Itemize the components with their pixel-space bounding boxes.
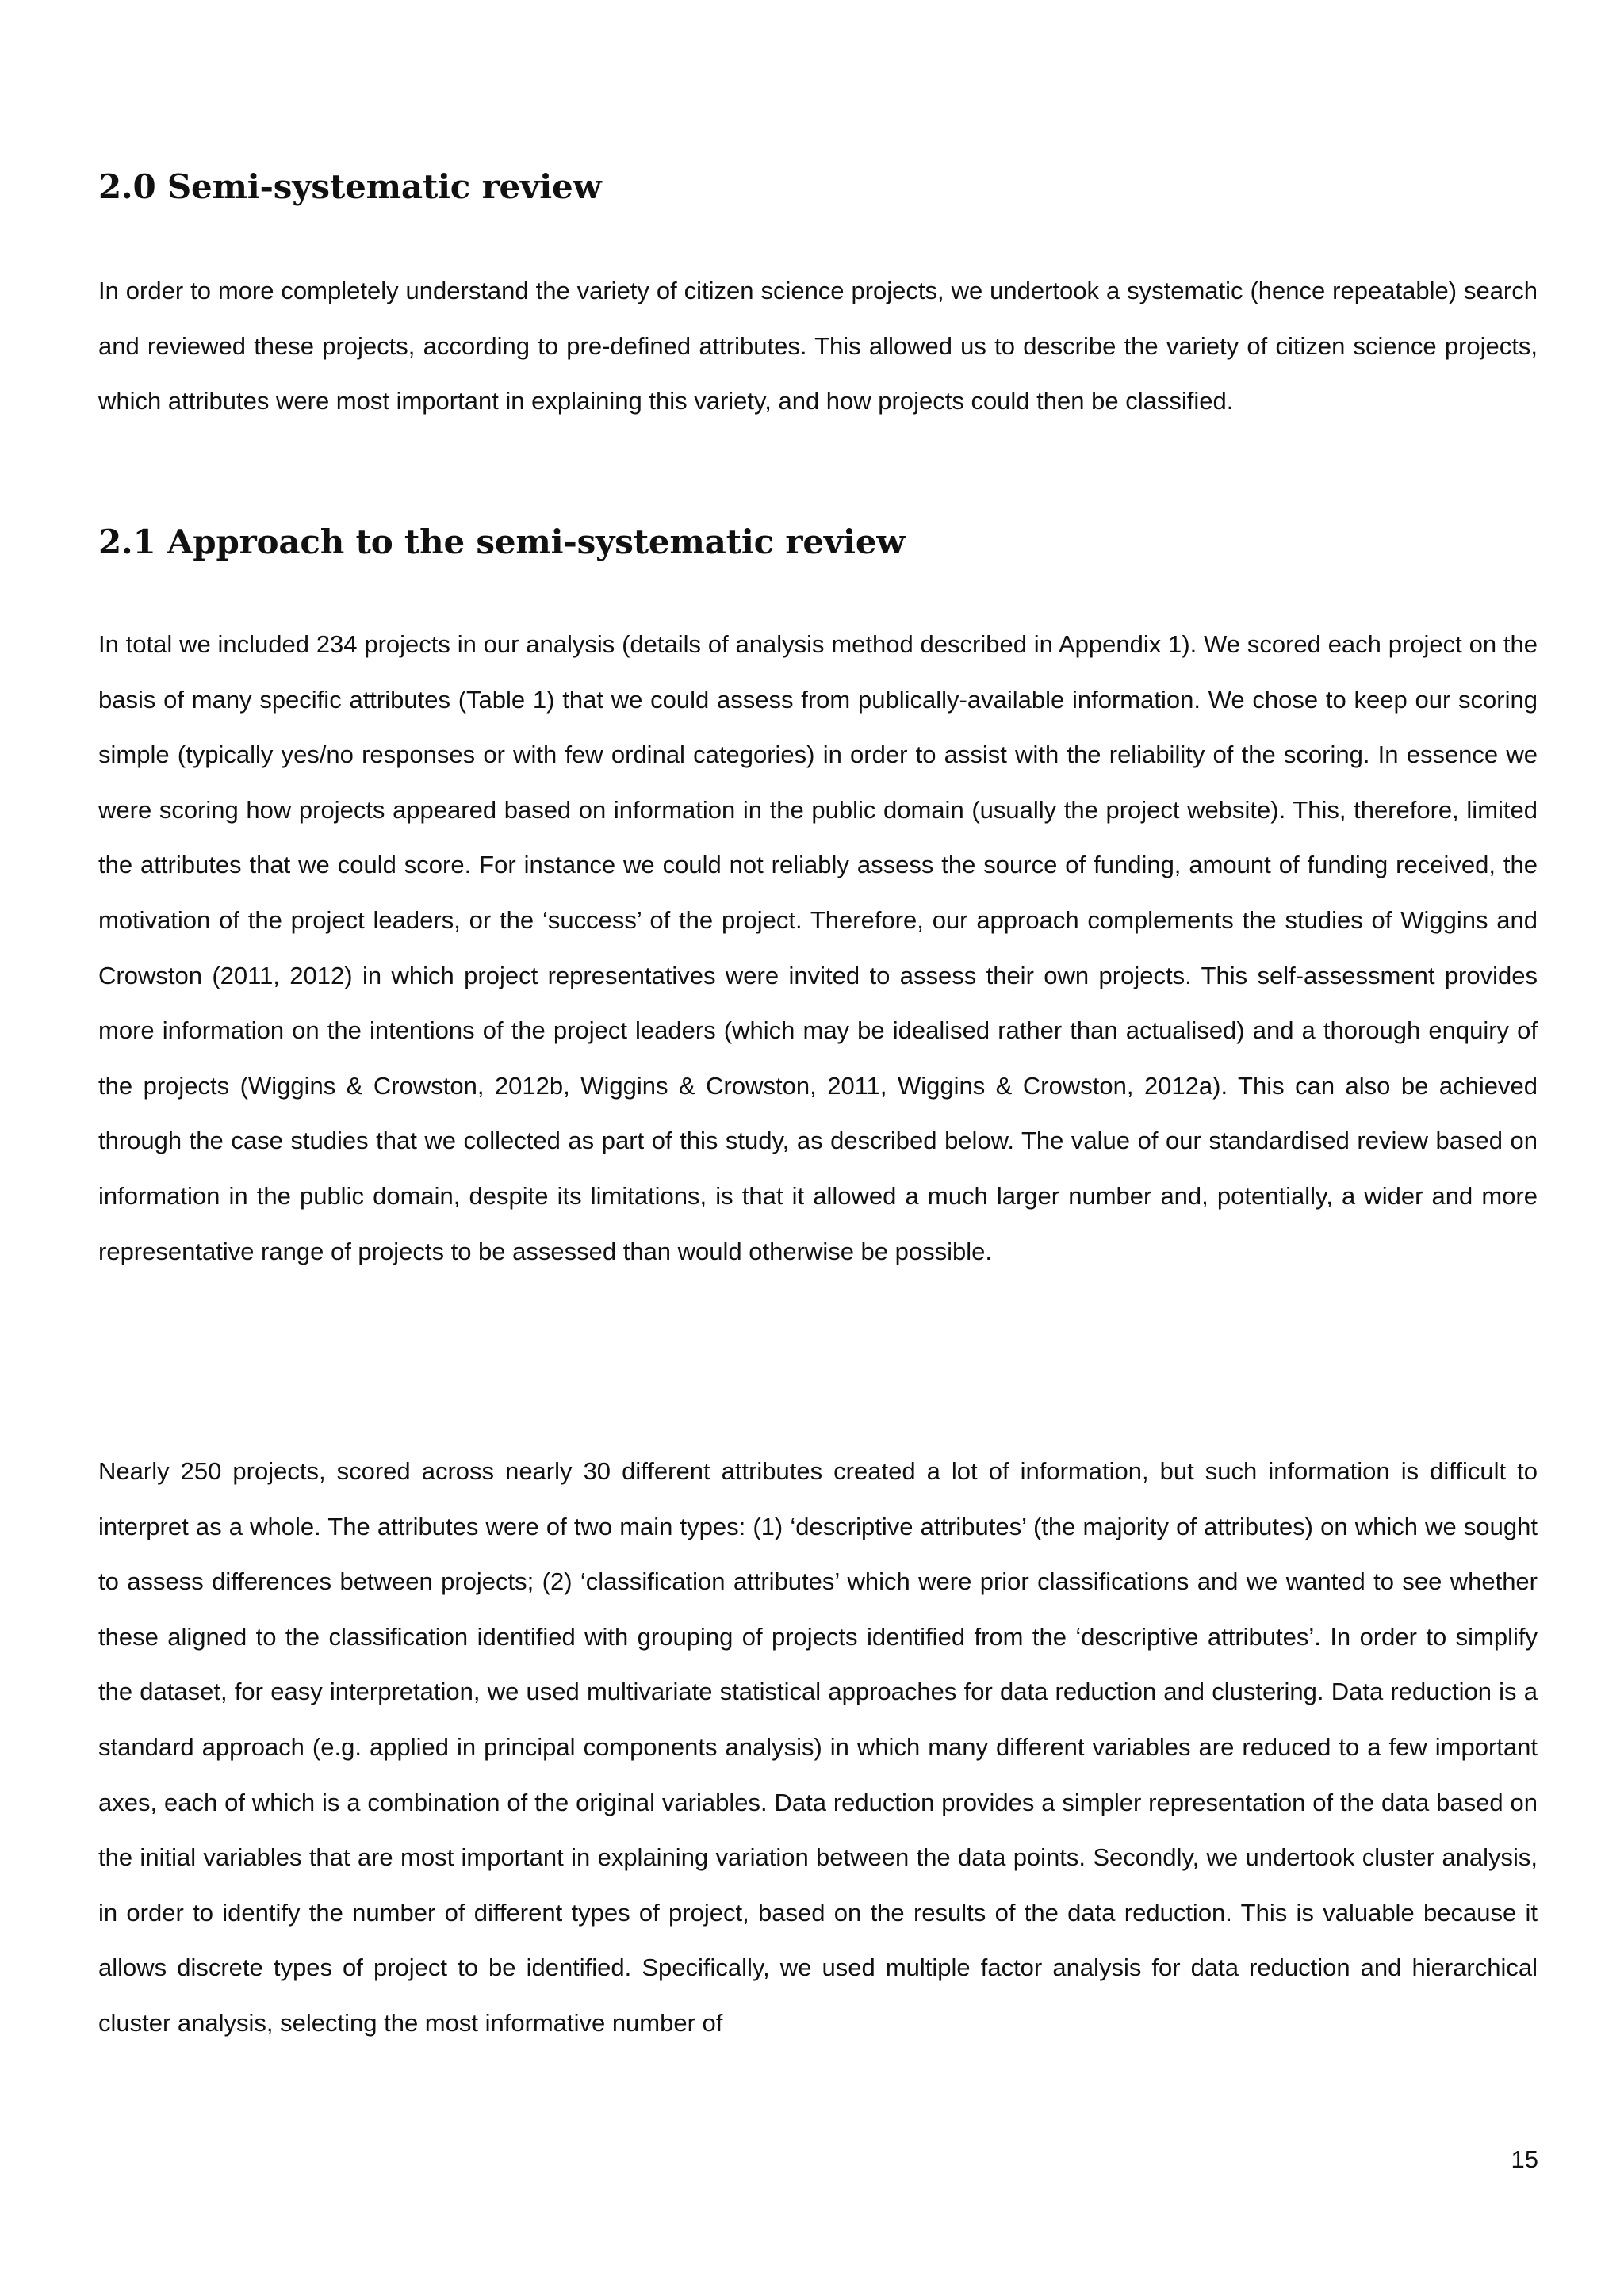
section-heading-semi-systematic-review: 2.0 Semi-systematic review	[98, 167, 602, 206]
paragraph-approach: In total we included 234 projects in our analysis (details of analysis method described in Appendix 1). We scored each project on the basis of many specific attributes (Table 1) that we could assess from publically-available information. We chose to keep our scoring simple (typically yes/no responses or with few ordinal categories) in order to assist with the reliability of the scoring. In essence we were scoring how projects appeared based on information in the public domain (usually the project website). This, therefore, limited the attributes that we could score. For instance we could not reliably assess the source of funding, amount of funding received, the motivation of the project leaders, or the ‘success’ of the project. Therefore, our approach complements the studies of Wiggins and Crowston (2011, 2012) in which project representatives were invited to assess their own projects. This self-assessment provides more information on the intentions of the project leaders (which may be idealised rather than actualised) and a thorough enquiry of the projects (Wiggins & Crowston, 2012b, Wiggins & Crowston, 2011, Wiggins & Crowston, 2012a). This can also be achieved through the case studies that we collected as part of this study, as described below. The value of our standardised review based on information in the public domain, despite its limitations, is that it allowed a much larger number and, potentially, a wider and more representative range of projects to be assessed than would otherwise be possible.	[98, 630, 1538, 1265]
paragraph-analysis: Nearly 250 projects, scored across nearly 30 different attributes created a lot of information, but such information is difficult to interpret as a whole. The attributes were of two main types: (1) ‘descriptive attributes’ (the majority of attributes) on which we sought to assess differences between projects; (2) ‘classification attributes’ which were prior classifications and we wanted to see whether these aligned to the classification identified with grouping of projects identified from the ‘descriptive attributes’. In order to simplify the dataset, for easy interpretation, we used multivariate statistical approaches for data reduction and clustering. Data reduction is a standard approach (e.g. applied in principal components analysis) in which many different variables are reduced to a few important axes, each of which is a combination of the original variables. Data reduction provides a simpler representation of the data based on the initial variables that are most important in explaining variation between the data points. Secondly, we undertook cluster analysis, in order to identify the number of different types of project, based on the results of the data reduction. This is valuable because it allows discrete types of project to be identified. Specifically, we used multiple factor analysis for data reduction and hierarchical cluster analysis, selecting the most informative number of	[98, 1457, 1538, 2037]
paragraph-intro: In order to more completely understand the variety of citizen science projects, we undertook a systematic (hence repeatable) search and reviewed these projects, according to pre-defined attributes. This allowed us to describe the variety of citizen science projects, which attributes were most important in explaining this variety, and how projects could then be classified.	[98, 277, 1538, 415]
subsection-heading-approach: 2.1 Approach to the semi-systematic review	[98, 522, 906, 561]
page-number: 15	[1511, 2145, 1538, 2173]
